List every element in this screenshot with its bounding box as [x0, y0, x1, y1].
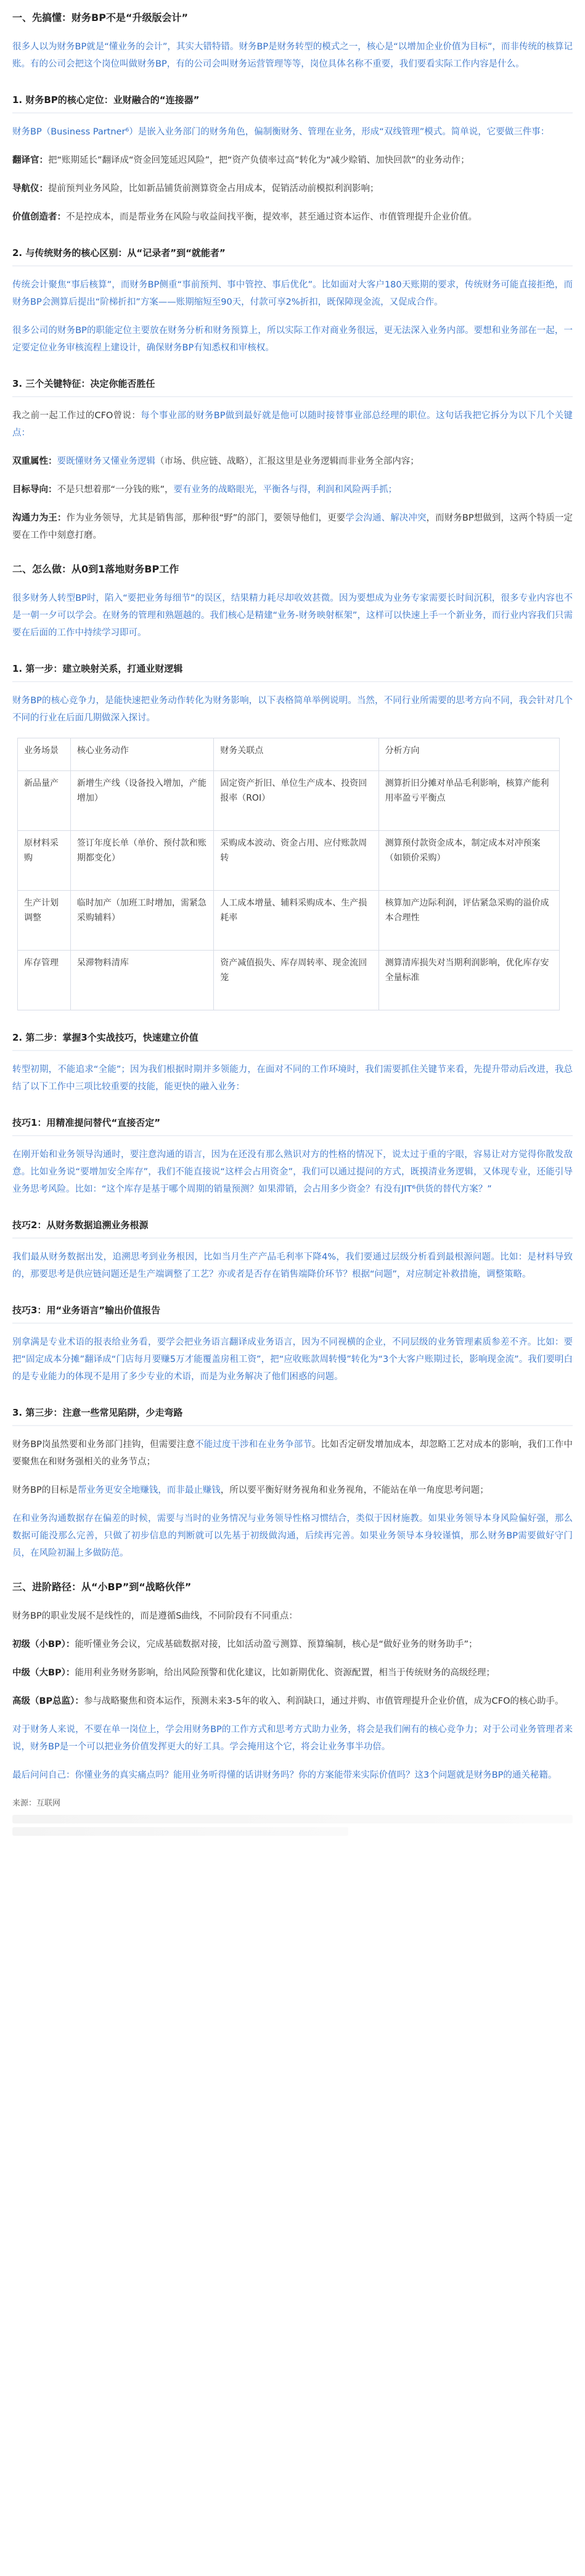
- source-line: 来源：互联网: [12, 1799, 61, 1808]
- paragraph: 财务BP（Business Partner⁶）是嵌入业务部门的财务角色，偏制衡财务、管理在业务，形成“双线管理”模式。简单说，它要做三件事：: [12, 127, 550, 137]
- footer-bar: [12, 1827, 348, 1836]
- paragraph: 在和业务沟通数据存在偏差的时候，需要与当时的业务情况与业务领导性格习惯结合，类似于因材施教。如果业务领导本身风险偏好强，那么数据可能没那么完善，只做了初步信息的判断就可以先基于初级做沟通，后续再完善。如果业务领导本身较谨慎，那么财务BP需要做好守门员，在风险初漏上多做防范。: [12, 1514, 573, 1558]
- table-cell: 固定资产折旧、单位生产成本、投资回报率（ROI）: [214, 771, 378, 831]
- paragraph: 目标导向：不是只想着那“一分钱的账”，要有业务的战略眼光，平衡各与得，利润和风险两手抓；: [12, 485, 398, 495]
- tip-heading-3: 技巧3：用“业务语言”输出价值报告: [12, 1302, 573, 1324]
- table-cell: 核算加产边际利润，评估紧急采购的溢价成本合理性: [378, 891, 559, 951]
- paragraph: 财务BP的目标是帮业务更安全地赚钱，而非最止赚钱，所以要平衡好财务视角和业务视角，不能站在单一角度思考问题；: [12, 1485, 489, 1495]
- section-1-intro: 很多人以为财务BP就是“懂业务的会计”，其实大错特错。财务BP是财务转型的模式之一，核心是“以增加企业价值为目标”，而非传统的核算记账。有的公司会把这个岗位叫做财务BP，有的公司会叫财务运营管理等等，岗位具体名称不重要，我们要看实际工作内容是什么。: [12, 42, 573, 69]
- table-cell: 呆滞物料清库: [70, 951, 213, 1010]
- table-cell: 测算清库损失对当期利润影响，优化库存安全量标准: [378, 951, 559, 1010]
- paragraph: 沟通力为王：作为业务领导，尤其是销售部，那种很“野”的部门，要领导他们，更要学会沟通、解决冲突，而财务BP想做到，这两个特质一定要在工作中刻意打磨。: [12, 513, 573, 540]
- table-cell: 生产计划调整: [18, 891, 71, 951]
- table-header-cell: 业务场景: [18, 738, 71, 771]
- paragraph: 我之前一起工作过的CFO曾说：每个事业部的财务BP做到最好就是他可以随时接替事业部总经理的职位。这句话我把它拆分为以下几个关键点：: [12, 411, 573, 438]
- paragraph: 很多公司的财务BP的职能定位主要放在财务分析和财务预算上，所以实际工作对商业务很远，更无法深入业务内部。要想和业务部在一起，一定要定位业务审核流程上建设计，确保财务BP有知悉权和审核权。: [12, 326, 573, 353]
- mapping-table: [17, 738, 560, 1010]
- paragraph: 价值创造者：不是控成本，而是帮业务在风险与收益间找平衡，提效率，甚至通过资本运作、市值管理提升企业价值。: [12, 212, 477, 222]
- paragraph: 高级（BP总监）：参与战略聚焦和资本运作，预测未来3-5年的收入、利润缺口，通过并购、市值管理提升企业价值，成为CFO的核心助手。: [12, 1696, 564, 1706]
- paragraph: 财务BP的职业发展不是线性的，而是遵循S曲线，不同阶段有不同重点：: [12, 1611, 298, 1621]
- table-cell: 库存管理: [18, 951, 71, 1010]
- paragraph: 财务BP岗虽然要和业务部门挂钩，但需要注意不能过度干涉和在业务争部节。比如否定研发增加成本，却忽略工艺对成本的影响，我们工作中要聚焦在和财务强相关的业务节点；: [12, 1440, 573, 1467]
- subheading-2-2: 2. 第二步：掌握3个实战技巧，快速建立价值: [12, 1029, 573, 1051]
- table-cell: 原材料采购: [18, 831, 71, 891]
- subheading-1-2: 2. 与传统财务的核心区别：从“记录者”到“就能者”: [12, 244, 573, 266]
- subheading-1-1: 1. 财务BP的核心定位：业财融合的“连接器”: [12, 91, 573, 114]
- paragraph: 中级（大BP）：能用利业务财务影响，给出风险预警和优化建议，比如新期优化、资源配置，相当于传统财务的高级经理；: [12, 1668, 495, 1678]
- table-row: [18, 951, 560, 1010]
- paragraph: 转型初期，不能追求“全能”；因为我们根据时期并多领能力，在面对不同的工作环境时，我们需要抓住关键节来看，先提升带动后改进，我总结了以下工作中三项比较重要的技能，能更快的融入业务：: [12, 1065, 573, 1092]
- table-cell: 新增生产线（设备投入增加，产能增加）: [70, 771, 213, 831]
- paragraph: 在刚开始和业务领导沟通时，要注意沟通的语言，因为在还没有那么熟识对方的性格的情况下，说太过于重的字眼，容易让对方觉得你散发敌意。比如业务说“要增加安全库存”，我们不能直接说“这样会占用资金”，我们可以通过提问的方式，既摸清业务逻辑，又体现专业，还能引导业务思考风险。比如：“这个库存是基于哪个周期的销量预测？如果滞销，会占用多少资金？有没有JIT⁶供货的替代方案？”: [12, 1150, 573, 1194]
- table-header-cell: 财务关联点: [214, 738, 378, 771]
- subheading-2-1: 1. 第一步：建立映射关系，打通业财逻辑: [12, 660, 573, 682]
- table-row: [18, 771, 560, 831]
- tip-heading-2: 技巧2：从财务数据追溯业务根源: [12, 1216, 573, 1239]
- subheading-1-3: 3. 三个关键特征：决定你能否胜任: [12, 375, 573, 397]
- footer-bar: [12, 1815, 573, 1823]
- paragraph: 财务BP的核心竞争力，是能快速把业务动作转化为财务影响，以下表格简单举例说明。当然，不同行业所需要的思考方向不同，我会针对几个不同的行业在后面几期做深入探讨。: [12, 696, 573, 723]
- table-cell: 签订年度长单（单价、预付款和账期都变化）: [70, 831, 213, 891]
- table-cell: 临时加产（加班工时增加，需紧急采购辅料）: [70, 891, 213, 951]
- table-header-cell: 核心业务动作: [70, 738, 213, 771]
- section-title-3: 三、进阶路径：从“小BP”到“战略伙伴”: [12, 1581, 192, 1593]
- section-2-intro: 很多财务人转型BP时，陷入“要把业务每细节”的误区，结果精力耗尽却收效甚微。因为要想成为业务专家需要长时间沉积，很多专业内容也不是一朝一夕可以学会。在财务的管理和熟题越的。我们核心是精建“业务-财务映射框架”，这样可以快速上手一个新业务，而行业内容我们只需要在后面的工作中持续学习即可。: [12, 593, 573, 638]
- table-cell: 新品量产: [18, 771, 71, 831]
- table-cell: 资产减值损失、库存周转率、现金流回笼: [214, 951, 378, 1010]
- section-title-1: 一、先搞懂：财务BP不是“升级版会计”: [12, 12, 188, 23]
- tip-heading-1: 技巧1：用精准提问替代“直接否定”: [12, 1114, 573, 1136]
- table-row: [18, 831, 560, 891]
- paragraph: 传统会计聚焦“事后核算”，而财务BP侧重“事前预判、事中管控、事后优化”。比如面对大客户180天账期的要求，传统财务可能直接拒绝，而财务BP会测算后提出“阶梯折扣”方案——账期缩短至90天，付款可享2%折扣，既保障现金流，又促成合作。: [12, 280, 573, 307]
- table-cell: 人工成本增量、辅料采购成本、生产损耗率: [214, 891, 378, 951]
- paragraph: 导航仪：提前预判业务风险，比如新品铺货前测算资金占用成本，促销活动前模拟利润影响；: [12, 184, 379, 194]
- paragraph: 最后问问自己：你懂业务的真实痛点吗？能用业务听得懂的话讲财务吗？你的方案能带来实际价值吗？这3个问题就是财务BP的通关秘籍。: [12, 1770, 557, 1780]
- table-cell: 测算预付款资金成本，制定成本对冲预案（如锁价采购）: [378, 831, 559, 891]
- paragraph: 对于财务人来说，不要在单一岗位上，学会用财务BP的工作方式和思考方式助力业务，将会是我们阐有的核心竞争力；对于公司业务管理者来说，财务BP是一个可以把业务价值发挥更大的好工具。学会掩用这个它，将会让业务事半功倍。: [12, 1725, 573, 1752]
- paragraph: 初级（小BP）：能听懂业务会议，完成基础数据对接，比如活动盈亏测算、预算编制，核心是“做好业务的财务助手”；: [12, 1640, 478, 1649]
- table-cell: 测算折旧分摊对单品毛利影响，核算产能利用率盈亏平衡点: [378, 771, 559, 831]
- paragraph: 我们最从财务数据出发，追溯思考到业务根因，比如当月生产产品毛利率下降4%，我们要通过层级分析看到最根源问题。比如：是材料导致的，那要思考是供应链问题还是生产端调整了工艺？亦或者是否存在销售端降价环节？根据“问题”，对应制定补救措施，调整策略。: [12, 1252, 573, 1279]
- paragraph: 翻译官：把“账期延长”翻译成“资金回笼延迟风险”，把“资产负债率过高”转化为“减少赊销、加快回款”的业务动作；: [12, 155, 470, 165]
- table-row: [18, 891, 560, 951]
- table-cell: 采购成本波动、资金占用、应付账款周转: [214, 831, 378, 891]
- table-header-row: [18, 738, 560, 771]
- subheading-2-3: 3. 第三步：注意一些常见陷阱，少走弯路: [12, 1404, 573, 1426]
- paragraph: 别拿满是专业术语的报表给业务看，要学会把业务语言翻译成业务语言，因为不同视横的企业，不同层级的业务管理素质参差不齐。比如：要把“固定成本分摊”翻译成“门店每月要赚5万才能覆盖房租工资”，把“应收账款周转慢”转化为“3个大客户账期过长，影响现金流”。我们要明白的是专业能力的体现不是用了多少专业的术语，而是为业务解决了他们困惑的问题。: [12, 1337, 573, 1382]
- table-header-cell: 分析方向: [378, 738, 559, 771]
- paragraph: 双重属性：要既懂财务又懂业务逻辑（市场、供应链、战略），汇报这里是业务逻辑而非业务全部内容；: [12, 456, 419, 466]
- section-title-2: 二、怎么做：从0到1落地财务BP工作: [12, 563, 179, 575]
